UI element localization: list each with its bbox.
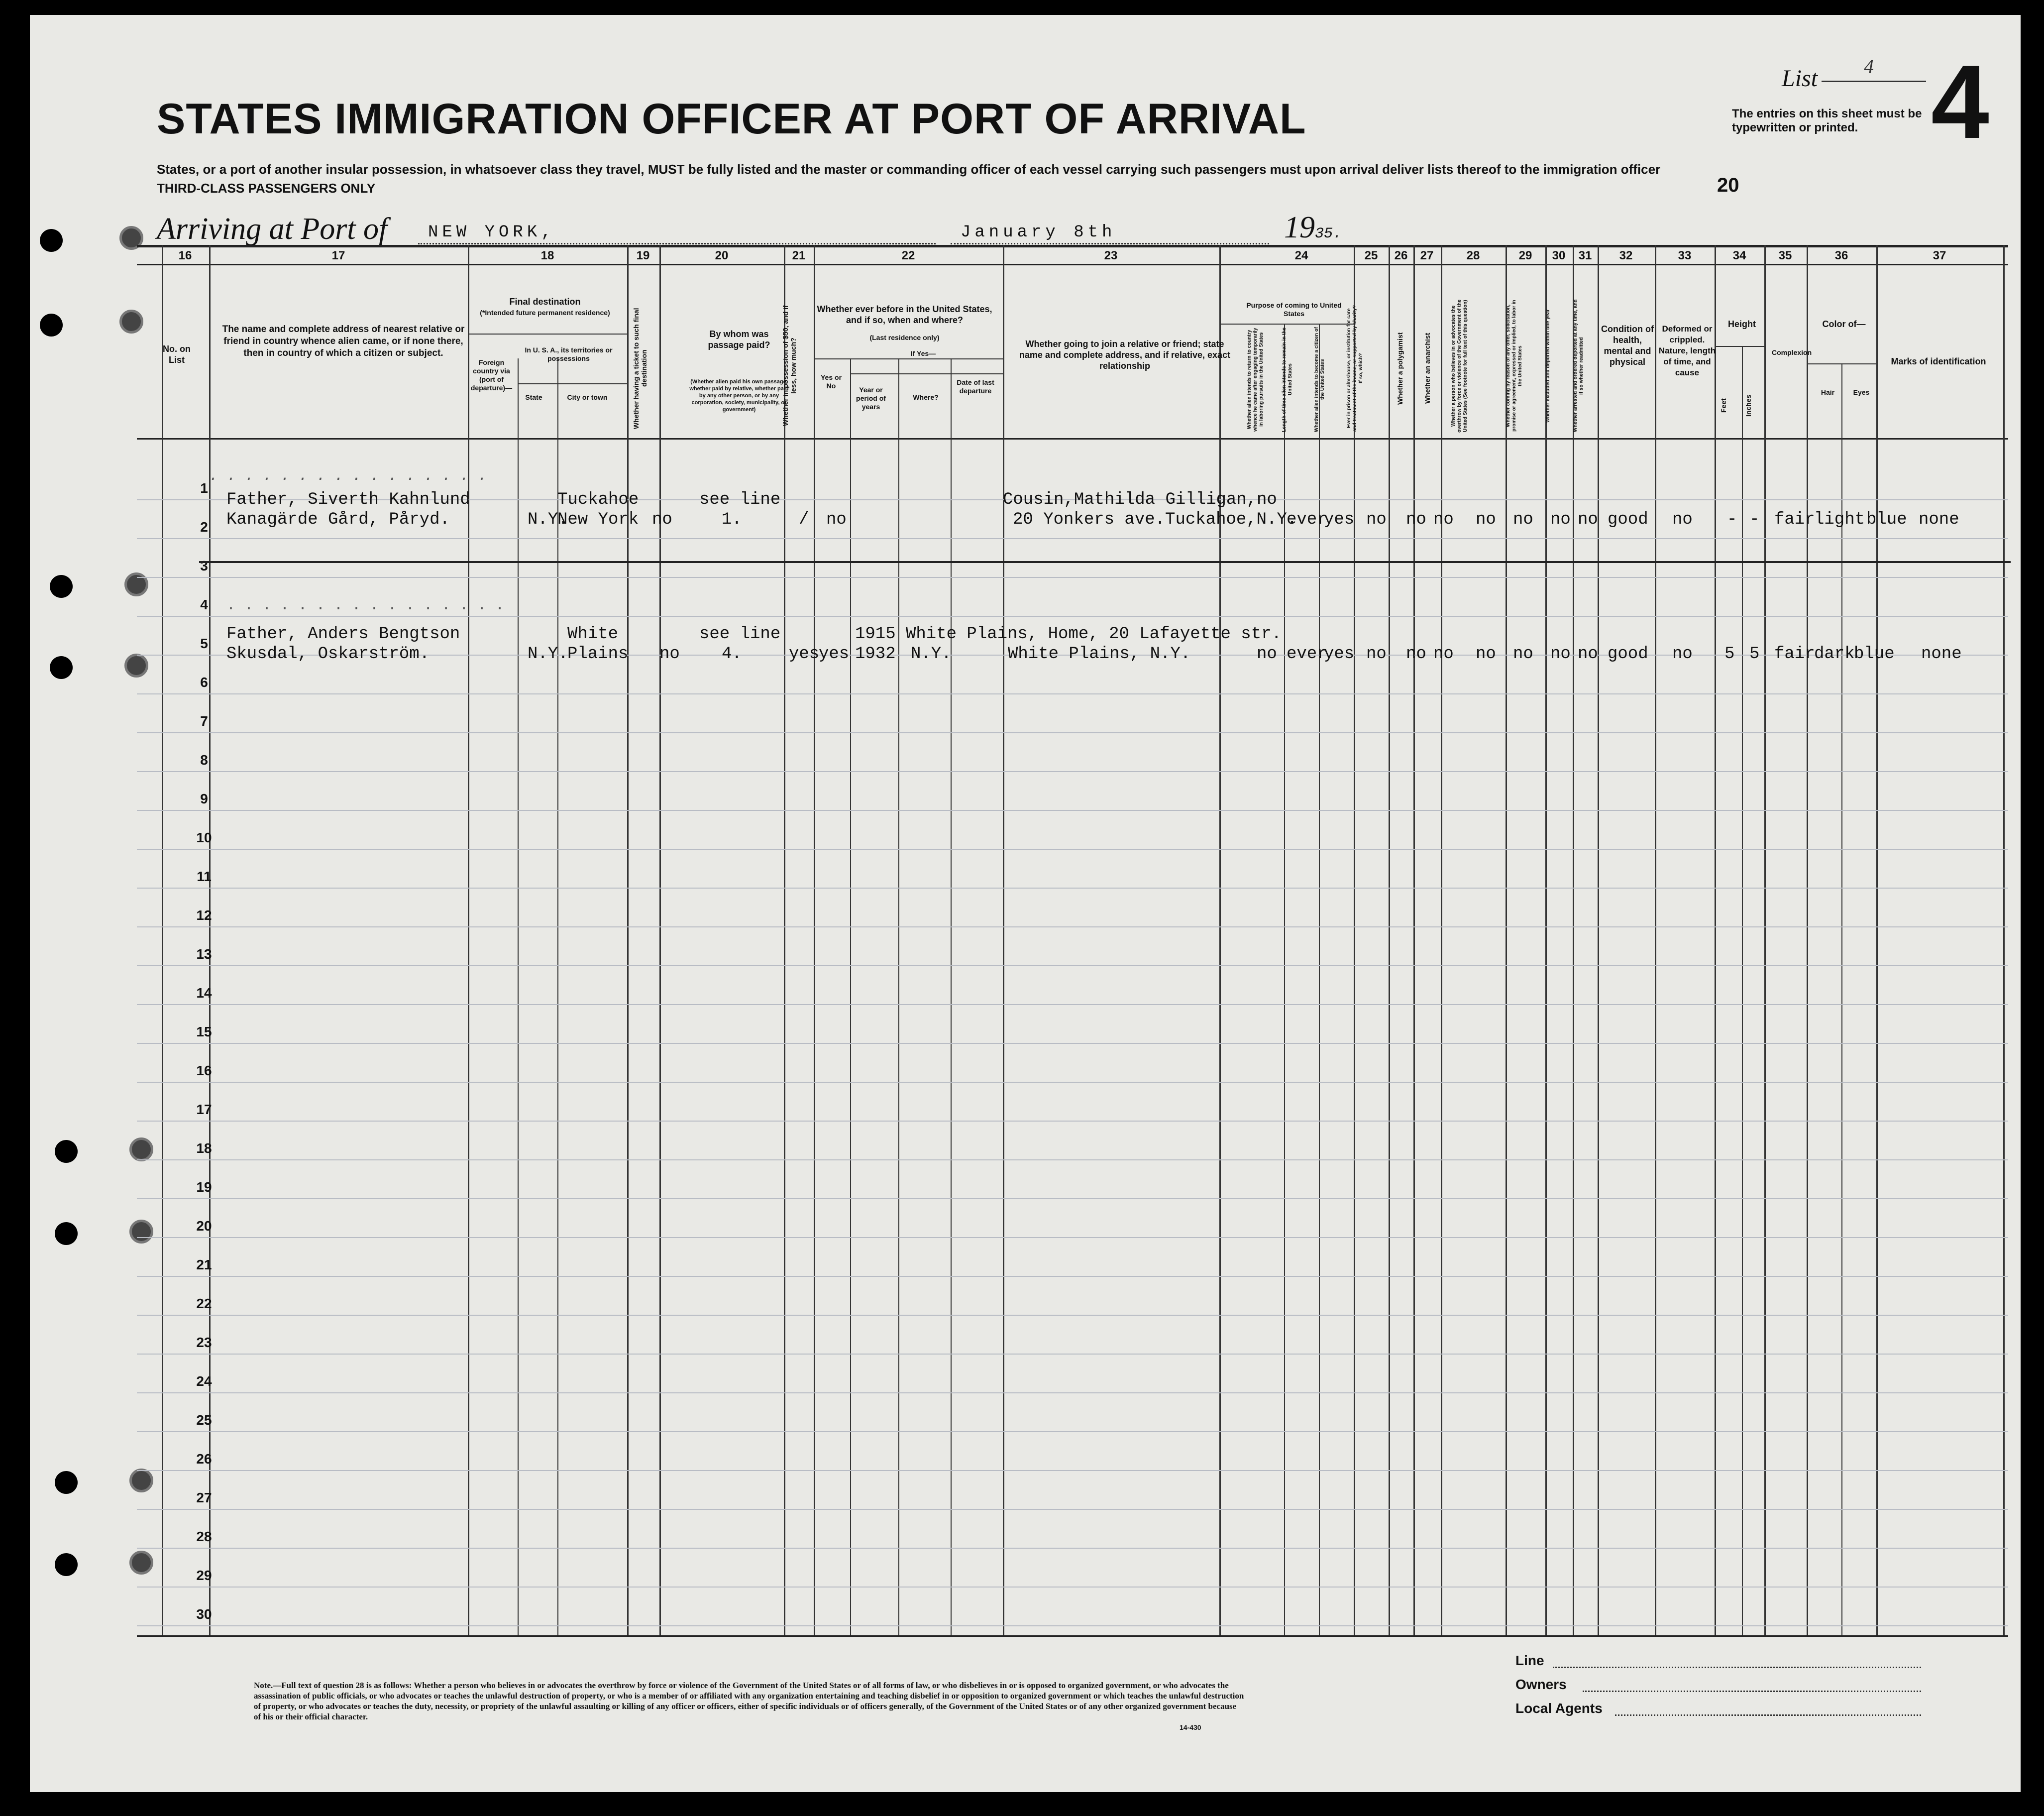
row-number: 18 (196, 1140, 212, 1156)
entry1-purpose-b: ever (1287, 510, 1327, 529)
local-agents-field (1615, 1714, 1921, 1716)
subheader-rule (1807, 363, 1876, 364)
manifest-sheet (30, 15, 2021, 1792)
entry1-q29: no (1513, 510, 1533, 529)
column-rule (1742, 346, 1743, 1635)
column-number: 16 (178, 249, 192, 262)
header-purpose: Purpose of coming to United States (1246, 301, 1342, 318)
row-number: 12 (196, 908, 212, 923)
entry1-feet: - (1727, 510, 1737, 529)
row-rule (137, 771, 2008, 772)
entry1-q28: no (1476, 510, 1496, 529)
entry1-state: N.Y. (528, 510, 568, 529)
page-number: 20 (1717, 174, 1739, 196)
header-complexion: Complexion (1772, 348, 1812, 356)
row-number: 27 (196, 1490, 212, 1505)
arriving-label: Arriving at Port of (157, 212, 388, 246)
entry2-prison: no (1366, 645, 1387, 664)
header-usa: In U. S. A., its territories or possessions (525, 346, 613, 362)
entry1-purpose-a: no (1257, 490, 1277, 509)
column-number: 25 (1364, 249, 1378, 262)
line-field (1553, 1667, 1921, 1668)
binder-hole (119, 310, 143, 334)
column-number: 30 (1552, 249, 1566, 262)
entry2-year-line1: 1915 (855, 625, 896, 644)
column-rule (1219, 245, 1221, 1635)
column-rule (1655, 245, 1656, 1635)
column-rule (518, 358, 519, 1635)
entry2-relative-line2: Skusdal, Oskarström. (226, 645, 430, 664)
row-number: 10 (196, 830, 212, 845)
row-rule (137, 1276, 2008, 1277)
binder-hole (55, 1222, 78, 1245)
row-number: 6 (200, 675, 208, 690)
entry1-anarchist: no (1433, 510, 1454, 529)
header-year-period: Year or period of years (856, 386, 886, 411)
column-number: 37 (1933, 249, 1946, 262)
binder-hole (50, 575, 73, 598)
column-rule (1389, 245, 1390, 1635)
row-rule (137, 1509, 2008, 1510)
entry2-q30: no (1550, 645, 1571, 664)
row-number: 9 (200, 791, 208, 806)
header-purpose-b: Length of time alien intends to remain in the United States (1282, 327, 1293, 432)
binder-hole (124, 572, 148, 596)
header-height: Height (1728, 319, 1756, 329)
row-rule (137, 965, 2008, 966)
column-number-rule (137, 264, 2008, 265)
entry1-prison: no (1366, 510, 1387, 529)
entry1-q30: no (1550, 510, 1571, 529)
row-rule (137, 1587, 2008, 1588)
date-field (951, 223, 1269, 244)
entry2-q31: no (1578, 645, 1598, 664)
column-rule (1413, 245, 1415, 1635)
header-state: State (525, 393, 542, 401)
entry1-marks: none (1919, 510, 1959, 529)
row-rule (137, 849, 2008, 850)
header-prison: Ever in prison or almshouse, or institution for care and treatment of the insane, or supported by charity? If so, which? (1346, 305, 1364, 432)
row-number: 2 (200, 519, 208, 535)
header-final-destination: Final destination (509, 297, 581, 307)
column-rule (1841, 363, 1842, 1635)
binder-hole (55, 1471, 78, 1494)
entry1-relative-line1: Father, Siverth Kahnlund (226, 490, 470, 509)
row-rule (137, 1431, 2008, 1432)
entry2-feet: 5 (1724, 645, 1735, 664)
entry2-relative-line1: Father, Anders Bengtson (226, 625, 460, 644)
entry2-q29: no (1513, 645, 1533, 664)
row-number: 22 (196, 1296, 212, 1311)
column-number: 24 (1294, 249, 1308, 262)
entry-separator-rule (199, 561, 2011, 563)
row-number: 5 (200, 636, 208, 651)
header-where: Where? (913, 393, 939, 401)
column-number: 33 (1678, 249, 1692, 262)
row-number: 4 (200, 597, 208, 612)
column-rule (1876, 245, 1878, 1635)
column-rule (1573, 245, 1574, 1635)
year-prefix: 19 (1284, 211, 1315, 244)
binder-hole (129, 1551, 153, 1575)
column-number: 32 (1619, 249, 1633, 262)
row-number: 25 (196, 1412, 212, 1428)
row-rule (137, 1159, 2008, 1160)
header-feet: Feet (1720, 398, 1727, 413)
entry2-city-line1: White (567, 625, 619, 644)
column-rule (627, 245, 629, 1635)
header-before-us-note: (Last residence only) (869, 334, 940, 341)
row-number: 17 (196, 1102, 212, 1117)
column-number: 26 (1394, 249, 1408, 262)
line4-dotted-name: . . . . . . . . . . . . . . . . (226, 597, 505, 614)
column-rule (1441, 245, 1442, 1635)
entry1-paid-by-line1: see line (699, 490, 781, 509)
column-number: 27 (1420, 249, 1434, 262)
header-yes-no: Yes or No (820, 373, 842, 390)
header-anarchist: Whether an anarchist (1423, 333, 1431, 404)
row-rule (137, 1198, 2008, 1199)
row-rule (137, 1354, 2008, 1355)
entry2-state: N.Y. (528, 645, 568, 664)
port-field (418, 223, 936, 244)
entry2-purpose-a: no (1257, 645, 1277, 664)
form-code: 14-430 (1180, 1723, 1201, 1731)
entry1-eyes: blue (1866, 510, 1907, 529)
entries-note: The entries on this sheet must be typewritten or printed. (1732, 107, 1922, 134)
column-rule (557, 358, 558, 1635)
column-number: 28 (1466, 249, 1480, 262)
header-eyes: Eyes (1853, 388, 1870, 396)
entry1-ticket: no (652, 510, 672, 529)
list-handwritten: 4 (1864, 55, 1874, 78)
owners-field (1583, 1691, 1921, 1692)
entry1-relative-line2: Kanagärde Gård, Påryd. (226, 510, 450, 529)
column-rule (850, 358, 851, 1635)
header-q29: Whether coming by reason of any offer, solicitation, promise or agreement, expressed or implied, to labor in the United States (1506, 300, 1523, 432)
header-q28: Whether a person who believes in or advocates the overthrow by force or violence of the Government of the United States (See footnote for full text of this question) (1451, 299, 1468, 433)
footnote-question-28: Note.—Full text of question 28 is as follows: Whether a person who believes in or advocates the overthrow by force or violence of the Government of the United States or of all forms of law, or who disbelieves in or is opposed to organized government, or who advocates the assassination of public officials, or who advocates or teaches the unlawful destruction of property, or who is a member of or affiliated with any organization entertaining and teaching disbelief in or opposition to organized government or which teaches the unlawful destruction of property, or who advocates or teaches the duty, necessity, or propriety of the unlawful assaulting or killing of any officer or officers, either of specific individuals or of officers generally, of the Government of the United States or of any other organized government because of his or their official character. (254, 1681, 1244, 1721)
entry2-marks: none (1921, 645, 1962, 664)
row-number: 24 (196, 1373, 212, 1389)
header-date-departure: Date of last departure (957, 378, 994, 395)
column-number: 23 (1104, 249, 1118, 262)
row-number: 19 (196, 1179, 212, 1195)
column-rule (659, 245, 661, 1635)
subheader-rule (1715, 346, 1764, 347)
entry2-purpose-c: yes (1324, 645, 1355, 664)
subtitle: States, or a port of another insular possession, in whatsoever class they travel, MUST be fully listed and the master or commanding officer of each vessel carrying such passengers must upon arrival deliver lists thereof to the immigration officer (157, 162, 1661, 177)
row-number: 8 (200, 752, 208, 768)
row-rule (137, 616, 2008, 617)
binder-hole (129, 1137, 153, 1161)
header-purpose-c: Whether alien intends to become a citizen of the United States (1314, 327, 1325, 433)
entry1-complexion: fair (1774, 510, 1815, 529)
column-number: 36 (1834, 249, 1848, 262)
port-value: NEW YORK, (428, 223, 555, 242)
table-bottom-rule (137, 1635, 2008, 1637)
row-rule (137, 693, 2008, 694)
header-marks: Marks of identification (1891, 356, 1986, 366)
column-number: 35 (1778, 249, 1792, 262)
column-number: 18 (540, 249, 554, 262)
entry1-q31: no (1578, 510, 1598, 529)
column-number: 22 (901, 249, 915, 262)
line-label: Line (1515, 1653, 1544, 1668)
row-rule (137, 888, 2008, 889)
header-color-of: Color of— (1822, 319, 1866, 329)
entry2-where-line1: White Plains, Home, 20 Lafayette str. (906, 625, 1282, 644)
list-field (1822, 75, 1926, 82)
header-q31: Whether arrested and ordered deported at any time, and if so whether readmitted (1573, 299, 1584, 433)
binder-hole (40, 229, 63, 252)
header-city: City or town (567, 393, 608, 401)
entry2-health: good (1608, 645, 1648, 664)
row-number: 28 (196, 1529, 212, 1544)
row-number: 1 (200, 480, 208, 496)
entry2-join-line2: White Plains, N.Y. (1008, 645, 1191, 664)
entry1-inches: - (1749, 510, 1760, 529)
row-number: 23 (196, 1335, 212, 1350)
entry1-health: good (1608, 510, 1648, 529)
column-number: 20 (715, 249, 729, 262)
column-rule (162, 245, 163, 1635)
binder-hole (55, 1553, 78, 1576)
column-rule (468, 245, 469, 1635)
column-number: 31 (1578, 249, 1592, 262)
row-rule (137, 577, 2008, 578)
row-number: 26 (196, 1451, 212, 1467)
class-line: THIRD-CLASS PASSENGERS ONLY (157, 181, 376, 196)
header-before-us: Whether ever before in the United States, and if so, when and where? (817, 304, 992, 325)
line1-handwritten-name: . . . . . . . . . . . . . . . . (209, 468, 487, 485)
entry1-hair: light (1814, 510, 1865, 529)
column-rule (898, 358, 899, 1635)
entry2-hair: dark (1814, 645, 1855, 664)
arriving-line (157, 212, 387, 247)
row-number: 11 (197, 869, 212, 884)
column-number: 17 (331, 249, 345, 262)
row-number: 14 (196, 985, 212, 1001)
entry2-before: yes (819, 645, 850, 664)
entry2-inches: 5 (1749, 645, 1760, 664)
entry2-q28: no (1476, 645, 1496, 664)
header-no-on-list: No. on List (163, 344, 191, 365)
row-number: 20 (196, 1218, 212, 1234)
binder-hole (50, 656, 73, 679)
column-rule (1506, 245, 1507, 1635)
header-by-whom: By whom was passage paid? (708, 329, 770, 350)
header-ticket: Whether having a ticket to such final destination (632, 308, 648, 429)
column-rule (1764, 245, 1766, 1635)
row-number: 30 (196, 1606, 212, 1622)
entry1-deformed: no (1672, 510, 1693, 529)
column-rule (951, 358, 952, 1635)
row-rule (137, 1625, 2008, 1626)
header-fifty: Whether in possession of $50, and if less, how much? (781, 305, 797, 427)
subheader-rule (518, 383, 627, 384)
entry1-paid-by-line2: 1. (722, 510, 742, 529)
list-label: List (1782, 65, 1818, 92)
binder-hole (129, 1220, 153, 1244)
header-polygamist: Whether a polygamist (1396, 332, 1404, 405)
list-number: 4 (1931, 43, 1989, 160)
column-rule (1598, 245, 1599, 1635)
row-rule (137, 732, 2008, 733)
entry2-year-line2: 1932 (855, 645, 896, 664)
entry2-deformed: no (1672, 645, 1693, 664)
row-rule (137, 1237, 2008, 1238)
header-hair: Hair (1821, 388, 1835, 396)
column-rule (1003, 245, 1004, 1635)
row-number: 29 (196, 1568, 212, 1583)
row-rule (137, 810, 2008, 811)
row-rule (137, 538, 2008, 539)
subheader-rule (850, 373, 1003, 374)
row-number: 7 (200, 713, 208, 729)
entry2-eyes: blue (1854, 645, 1895, 664)
entry2-where-line2: N.Y. (911, 645, 952, 664)
header-condition: Condition of health, mental and physical (1601, 324, 1654, 367)
row-number: 15 (196, 1024, 212, 1039)
row-number: 3 (200, 558, 208, 573)
entry2-paid-by-line1: see line (699, 625, 781, 644)
row-rule (137, 1043, 2008, 1044)
entry2-anarchist: no (1433, 645, 1454, 664)
entry2-city-line2: Plains (567, 645, 629, 664)
row-number: 21 (196, 1257, 212, 1272)
page-title: STATES IMMIGRATION OFFICER AT PORT OF ARRIVAL (157, 95, 1306, 143)
entry1-before: no (826, 510, 847, 529)
subheader-rule (468, 334, 627, 335)
column-number: 21 (792, 249, 806, 262)
column-rule (1715, 245, 1716, 1635)
row-rule (137, 926, 2008, 927)
header-final-destination-note: (*Intended future permanent residence) (480, 309, 610, 317)
column-number: 29 (1518, 249, 1532, 262)
row-rule (137, 1004, 2008, 1005)
row-rule (137, 1315, 2008, 1316)
header-if-yes: If Yes— (910, 349, 936, 357)
header-bottom-rule (137, 438, 2008, 440)
entry2-fifty: yes (789, 645, 820, 664)
entry2-paid-by-line2: 4. (722, 645, 742, 664)
column-rule (814, 245, 815, 1635)
column-rule (1354, 245, 1355, 1635)
header-purpose-a: Whether alien intends to return to country whence he came after engaging temporarily in laboring pursuits in the United States (1247, 328, 1264, 432)
header-foreign-country: Foreign country via (port of departure)— (470, 358, 513, 392)
header-inches: Inches (1744, 394, 1752, 417)
row-rule (137, 1082, 2008, 1083)
subheader-rule (814, 358, 1003, 359)
column-rule (784, 245, 785, 1635)
entry2-ticket: no (659, 645, 680, 664)
entry2-purpose-b: ever (1287, 645, 1327, 664)
header-by-whom-note: (Whether alien paid his own passage, whether paid by relative, whether paid by any other person, or by any corporation, society, municipality, or government) (689, 379, 789, 413)
binder-hole (124, 654, 148, 678)
binder-hole (40, 314, 63, 337)
date-value: January 8th (961, 223, 1116, 242)
header-join-relative: Whether going to join a relative or friend; state name and complete address, and if relative, exact relationship (1019, 339, 1231, 371)
subheader-rule (1219, 324, 1354, 325)
entry1-purpose-c: yes (1324, 510, 1355, 529)
row-number: 16 (196, 1063, 212, 1078)
entry2-complexion: fair (1774, 645, 1815, 664)
entry2-polygamist: no (1406, 645, 1426, 664)
year-suffix: 35. (1315, 226, 1342, 242)
column-rule (2003, 245, 2005, 1635)
header-relative: The name and complete address of nearest relative or friend in country whence alien came, or if none there, then in country of which a citizen or subject. (222, 324, 465, 358)
row-rule (137, 1470, 2008, 1471)
row-rule (137, 1121, 2008, 1122)
table-top-rule (137, 245, 2008, 247)
entry1-city-line1: Tuckahoe (557, 490, 639, 509)
column-rule (1807, 245, 1808, 1635)
entry1-join-line2: 20 Yonkers ave.Tuckahoe,N.Y. (1013, 510, 1297, 529)
entry1-join-line1: Cousin,Mathilda Gilligan, (1003, 490, 1257, 509)
header-q30: Whether excluded and deported within one year (1545, 309, 1551, 423)
column-number: 34 (1732, 249, 1746, 262)
row-number: 13 (196, 946, 212, 962)
owners-label: Owners (1515, 1677, 1567, 1692)
year-field (1284, 210, 1342, 245)
column-rule (1545, 245, 1547, 1635)
row-rule (137, 1548, 2008, 1549)
binder-hole (55, 1140, 78, 1163)
entry1-polygamist: no (1406, 510, 1426, 529)
row-rule (137, 1392, 2008, 1393)
local-agents-label: Local Agents (1515, 1701, 1603, 1716)
binder-hole (129, 1469, 153, 1492)
entry1-fifty: / (799, 510, 809, 529)
column-number: 19 (636, 249, 650, 262)
header-deformed: Deformed or crippled. Nature, length of time, and cause (1658, 324, 1716, 377)
entry1-city-line2: New York (557, 510, 639, 529)
